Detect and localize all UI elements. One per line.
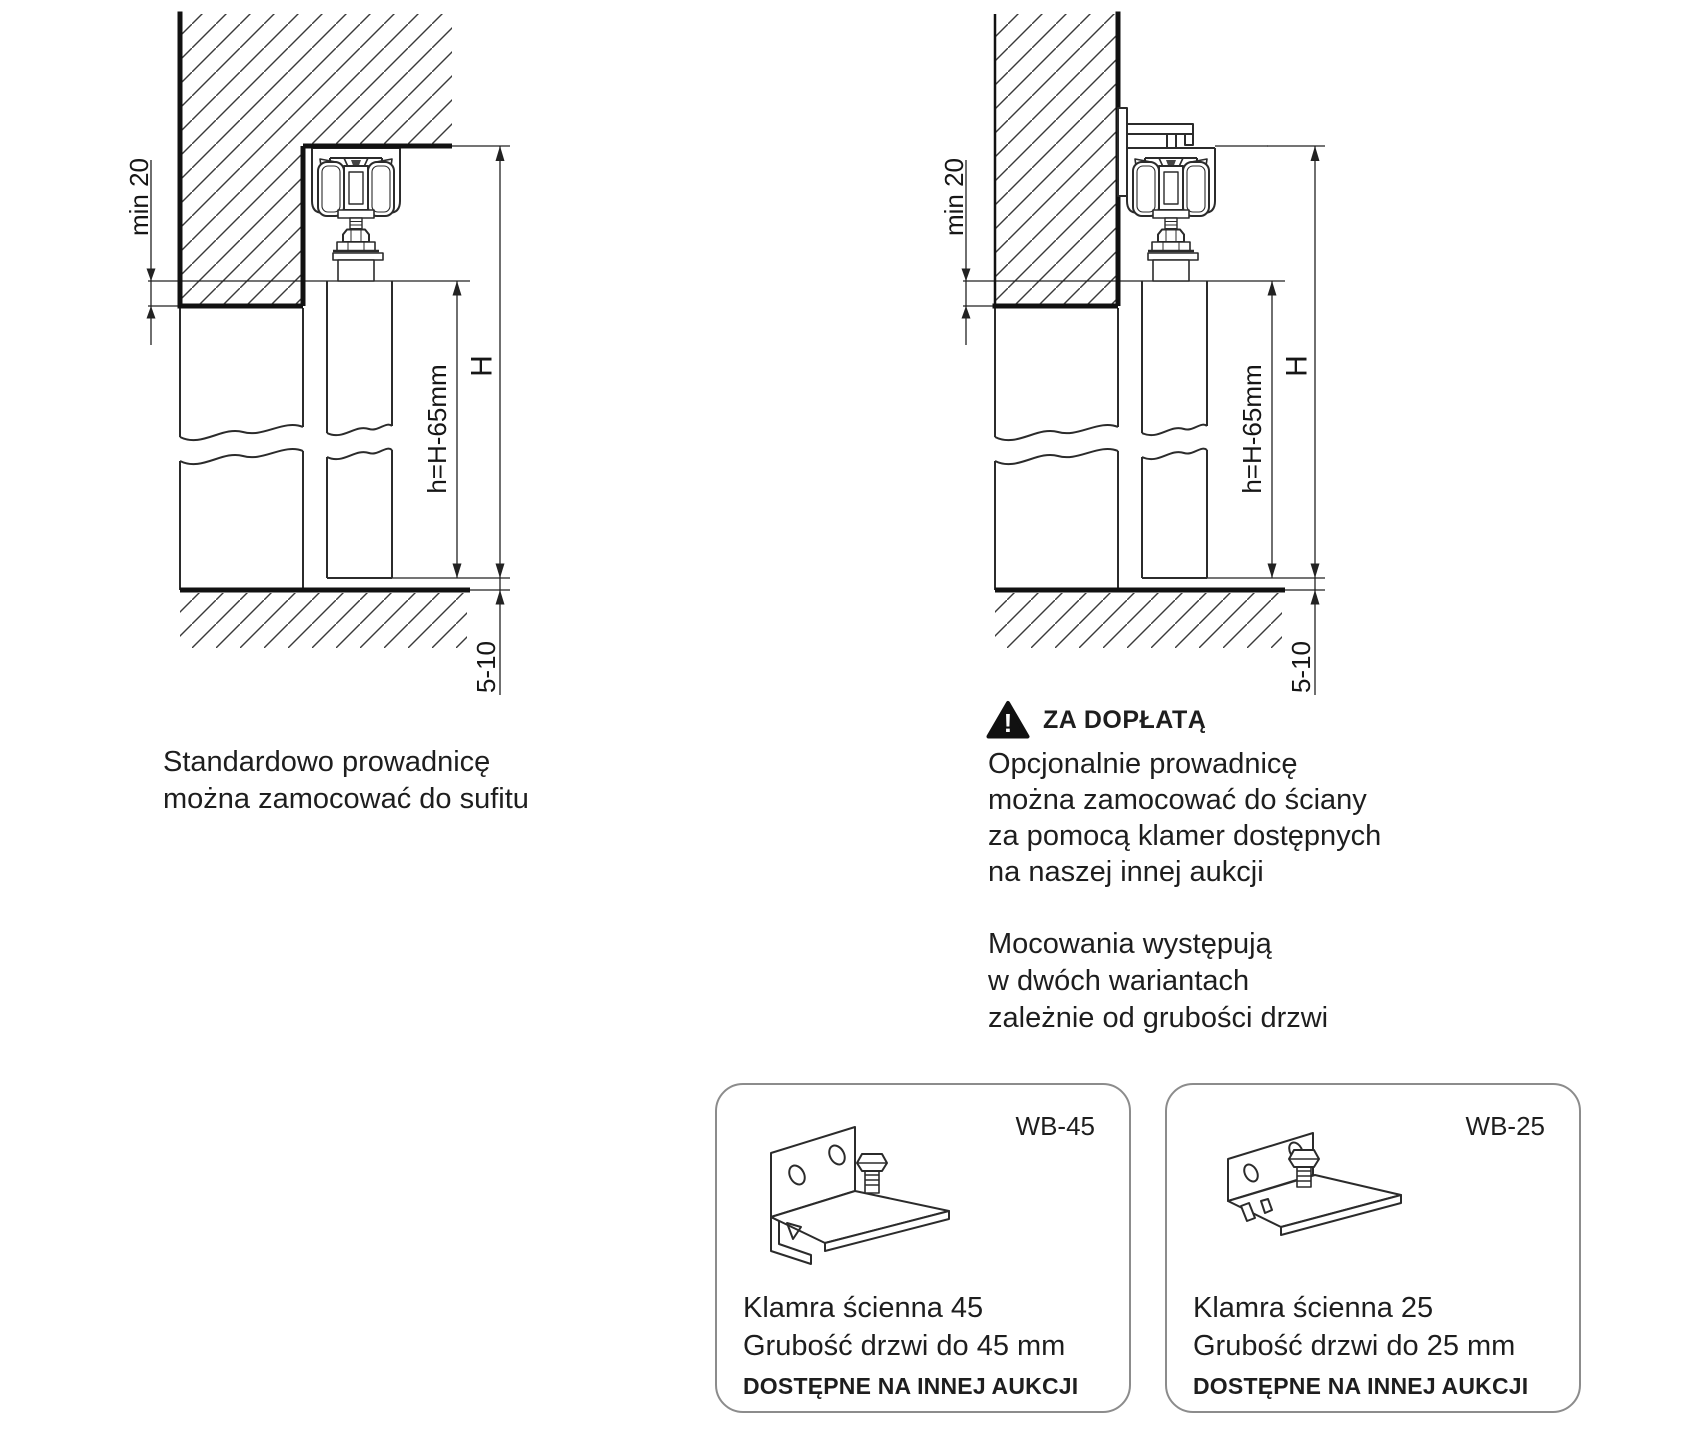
left-caption-line: można zamocować do sufitu	[163, 783, 529, 815]
variants-note-line: zależnie od grubości drzwi	[988, 1002, 1329, 1034]
bracket-footer: DOSTĘPNE NA INNEJ AUKCJI	[1193, 1373, 1529, 1399]
bracket-card-wb45	[715, 1083, 1131, 1413]
technical-diagrams	[0, 0, 1697, 710]
bracket-code: WB-45	[1015, 1111, 1095, 1141]
bracket-subtitle: Grubość drzwi do 45 mm	[743, 1330, 1066, 1362]
wall-bracket-45-illustration	[753, 1111, 983, 1281]
right-diagram	[939, 12, 1325, 696]
bracket-card-wb25	[1165, 1083, 1581, 1413]
warning-exclamation: !	[1003, 708, 1013, 738]
surcharge-warning	[986, 700, 1206, 740]
right-caption-line: można zamocować do ściany	[988, 784, 1367, 816]
wall-hatch	[995, 14, 1118, 306]
bracket-code: WB-25	[1465, 1111, 1545, 1141]
bracket-footer: DOSTĘPNE NA INNEJ AUKCJI	[743, 1373, 1079, 1399]
variants-note	[988, 926, 1328, 1037]
left-caption-line: Standardowo prowadnicę	[163, 746, 491, 778]
ceiling-wall-hatch	[180, 14, 452, 306]
bracket-title: Klamra ścienna 25	[1193, 1292, 1434, 1324]
left-diagram	[124, 12, 510, 696]
dim-H-left: H	[465, 355, 499, 377]
bracket-subtitle: Grubość drzwi do 25 mm	[1193, 1330, 1516, 1362]
dim-formula-left: h=H-65mm	[422, 364, 452, 494]
wall-bracket-25-illustration	[1203, 1111, 1433, 1281]
dim-formula-right: h=H-65mm	[1237, 364, 1267, 494]
dim-min20-left: min 20	[124, 157, 154, 237]
warning-label: ZA DOPŁATĄ	[1043, 705, 1207, 734]
dim-min20-right: min 20	[939, 157, 969, 237]
right-caption-line: za pomocą klamer dostępnych	[988, 820, 1382, 852]
right-caption	[988, 746, 1381, 890]
bracket-title: Klamra ścienna 45	[743, 1292, 984, 1324]
dim-gap-left: 5-10	[471, 640, 501, 694]
variants-note-line: Mocowania występują	[988, 928, 1272, 960]
variants-note-line: w dwóch wariantach	[988, 965, 1250, 997]
right-caption-line: na naszej innej aukcji	[988, 856, 1264, 888]
right-caption-line: Opcjonalnie prowadnicę	[988, 748, 1298, 780]
warning-icon	[986, 700, 1030, 740]
dim-gap-right: 5-10	[1286, 640, 1316, 694]
dim-H-right: H	[1280, 355, 1314, 377]
left-caption	[163, 744, 529, 818]
